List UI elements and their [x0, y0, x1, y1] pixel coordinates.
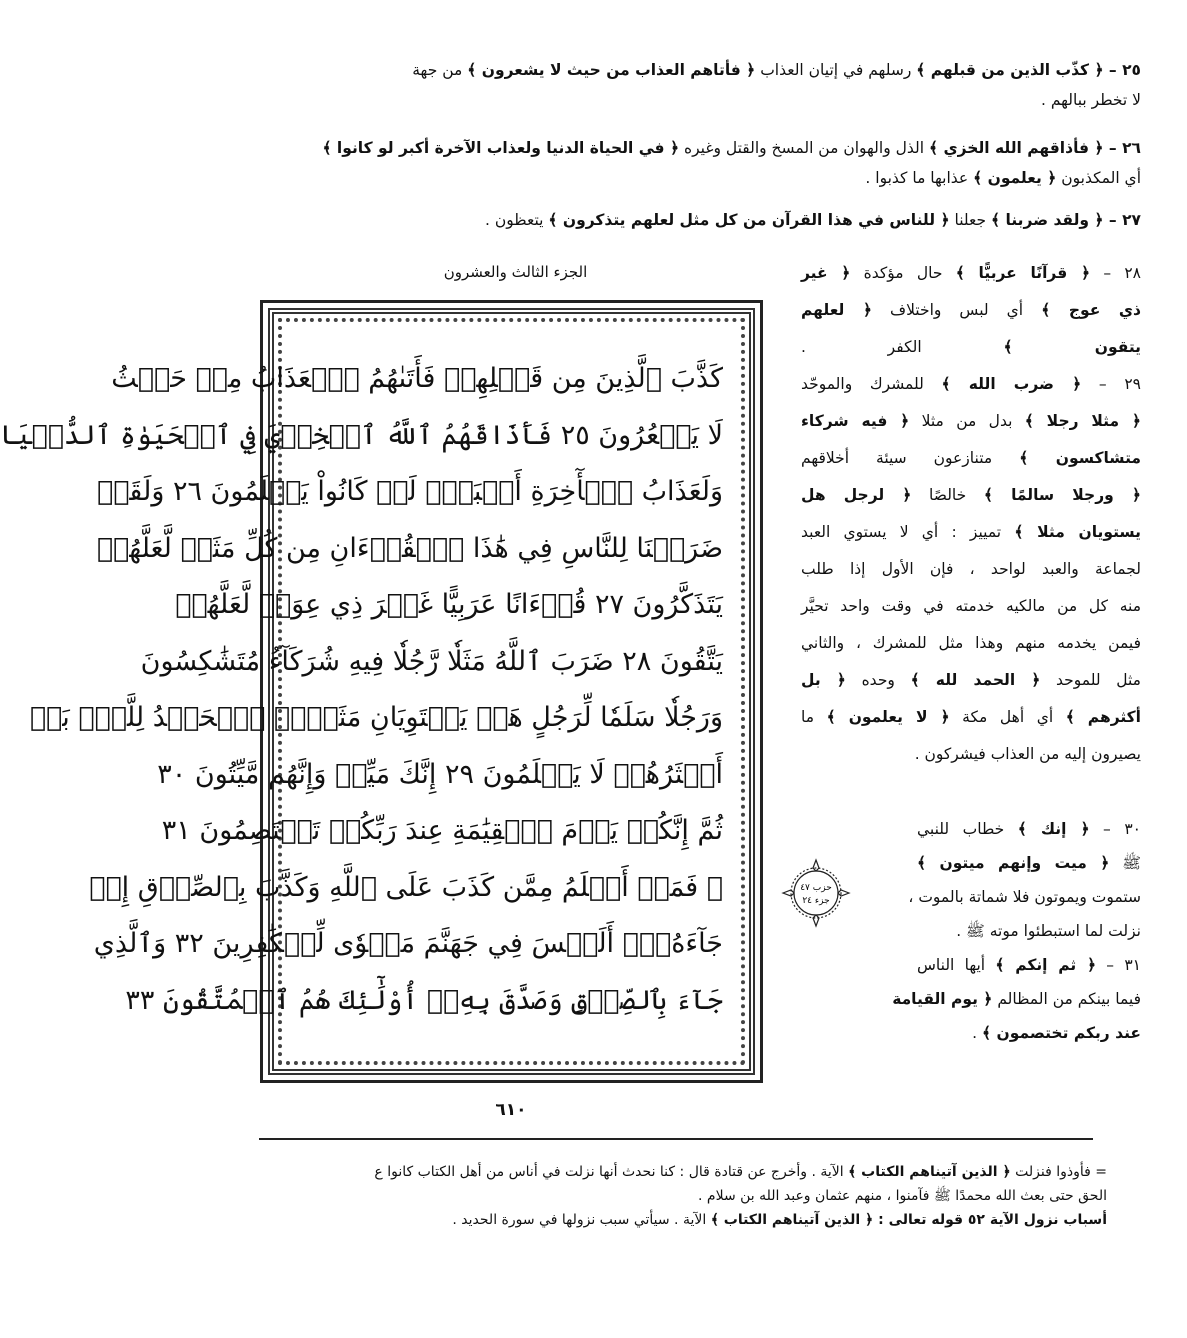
- commentary-text: خطاب للنبي: [917, 820, 1018, 838]
- side-commentary-line: [917, 846, 1141, 880]
- quran-line: جَآءَهُۥٓۚ أَلَيۡسَ فِي جَهَنَّمَ مَثۡوٗى لِّلۡكَٰفِرِينَ ٣٢ وَٱلَّذِي: [93, 928, 723, 959]
- quoted-verse: ﴿ ثم إنكم ﴾: [995, 956, 1097, 974]
- side-commentary-line: [892, 982, 1141, 1016]
- quoted-verse: ﴿ لرجل هل: [801, 486, 912, 504]
- quoted-verse: ﴿ غير: [801, 264, 851, 282]
- juz-header: الجزء الثالث والعشرون: [443, 263, 588, 281]
- footnote-text: الآية . سيأتي سبب نزولها في سورة الحديد .: [452, 1212, 711, 1228]
- quran-line: ثُمَّ إِنَّكُمۡ يَوۡمَ ٱلۡقِيَٰمَةِ عِندَ رَبِّكُمۡ تَخۡتَصِمُونَ ٣١: [161, 815, 723, 846]
- quran-line: يَتَذَكَّرُونَ ٢٧ قُرۡءَانًا عَرَبِيًّا غَيۡرَ ذِي عِوَجٖ لَّعَلَّهُمۡ: [175, 589, 723, 620]
- commentary-text: حال مؤكدة: [850, 264, 956, 282]
- commentary-text: أي أهل مكة: [949, 708, 1066, 726]
- commentary-text: ٣١ –: [1096, 956, 1141, 974]
- commentary-text: تمييز : أي لا يستوي العبد: [801, 523, 1015, 541]
- commentary-text: ٣٠ –: [1089, 820, 1141, 838]
- quoted-verse: ﴿ الذين آتيناهم الكتاب ﴾: [710, 1212, 874, 1228]
- quran-line: ۞ فَمَنۡ أَظۡلَمُ مِمَّن كَذَبَ عَلَى ٱللَّهِ وَكَذَّبَ بِٱلصِّدۡقِ إِذۡ: [89, 871, 723, 903]
- side-commentary-line: [801, 514, 1141, 551]
- side-commentary-line: [917, 914, 1141, 948]
- quran-line: لَا يَشۡعُرُونَ ٢٥ فَأَذَاقَهُمُ ٱللَّهُ ٱلۡخِزۡيَ فِي ٱلۡحَيَوٰةِ ٱلدُّنۡيَا: [0, 419, 723, 451]
- side-commentary-line: [801, 255, 1141, 292]
- quoted-verse: ذي عوج ﴾: [1041, 301, 1141, 319]
- commentary-text: ستموت ويموتون فلا شماتة بالموت ،: [908, 888, 1141, 906]
- side-commentary-line: [801, 329, 1141, 366]
- quoted-verse: يتقون ﴾: [1003, 338, 1141, 356]
- commentary-text: لجماعة والعبد لواحد ، فإن الأول إذا طلب: [801, 560, 1141, 578]
- commentary-text: مثل للموحد: [1040, 671, 1141, 689]
- commentary-text: الكفر .: [801, 338, 1004, 356]
- commentary-line: [259, 168, 1141, 188]
- quran-line: ضَرَبۡنَا لِلنَّاسِ فِي هَٰذَا ٱلۡقُرۡءَانِ مِن كُلِّ مَثَلٖ لَّعَلَّهُمۡ: [96, 532, 723, 564]
- hizb-label: حزب ٤٧: [800, 883, 832, 893]
- quoted-verse: ﴿ ضرب الله ﴾: [941, 375, 1082, 393]
- side-commentary-line: [908, 880, 1141, 914]
- quran-text-body: [0, 318, 745, 1065]
- quoted-verse: ﴿ مثلا رجلا ﴾: [1024, 412, 1141, 430]
- commentary-text: نزلت لما استبطئوا موته ﷺ .: [956, 922, 1141, 940]
- quran-line: وَلَعَذَابُ ٱلۡأٓخِرَةِ أَكۡبَرُۚ لَوۡ كَانُواْ يَعۡلَمُونَ ٢٦ وَلَقَدۡ: [97, 476, 723, 507]
- quoted-verse: عند ربكم تختصمون ﴾: [982, 1024, 1141, 1042]
- commentary-line: [259, 60, 1141, 80]
- verse-number: ٢٦ –: [1103, 139, 1141, 157]
- commentary-text: للمشرك والموحّد: [801, 375, 942, 393]
- commentary-line: [259, 138, 1141, 158]
- quoted-verse: متشاكسون ﴾: [1019, 449, 1141, 467]
- side-commentary-line: [917, 948, 1141, 982]
- quoted-verse: ﴿ إنك ﴾: [1017, 820, 1090, 838]
- side-commentary-line: [801, 292, 1141, 329]
- commentary-line: [259, 210, 1141, 230]
- side-commentary-line: [801, 625, 1141, 662]
- quoted-verse: ﴿ فيه شركاء: [801, 412, 910, 430]
- commentary-text: أيها الناس: [917, 956, 996, 974]
- quoted-verse: ﴿ ورجلا سالمًا ﴾: [983, 486, 1141, 504]
- side-commentary-line: [801, 588, 1141, 625]
- side-commentary-line: [801, 662, 1141, 699]
- side-commentary-lower: [892, 812, 1141, 1050]
- commentary-text: الذل والهوان من المسخ والقتل وغيره: [679, 139, 929, 157]
- commentary-text: ما: [801, 708, 827, 726]
- commentary-text: لا تخطر ببالهم .: [1040, 91, 1141, 109]
- quoted-verse: ﴿ قرآنًا عربيًّا ﴾: [955, 264, 1091, 282]
- side-commentary-line: [801, 366, 1141, 403]
- quran-text-frame: [0, 300, 763, 1083]
- commentary-text: ﷺ: [1109, 854, 1141, 872]
- side-commentary-line: [917, 812, 1141, 846]
- commentary-text: أي لبس واختلاف: [871, 301, 1042, 319]
- commentary-text: خالصًا: [911, 486, 984, 504]
- commentary-text: جعلنا: [949, 211, 992, 229]
- commentary-text: متنازعون سيئة أخلاقهم: [801, 449, 1020, 467]
- commentary-text: بدل من مثلا: [909, 412, 1025, 430]
- side-commentary: [801, 255, 1141, 773]
- quoted-verse: ﴿ كذّب الذين من قبلهم ﴾: [916, 61, 1104, 79]
- quoted-verse: ﴿ الحمد لله ﴾: [910, 671, 1041, 689]
- commentary-text: وحده: [845, 671, 911, 689]
- commentary-line: [259, 90, 1141, 110]
- quran-line: أَكۡثَرُهُمۡ لَا يَعۡلَمُونَ ٢٩ إِنَّكَ مَيِّتٞ وَإِنَّهُم مَّيِّتُونَ ٣٠: [157, 758, 723, 790]
- quoted-verse: أكثرهم ﴾: [1065, 708, 1141, 726]
- commentary-text: أي المكذبون: [1056, 169, 1141, 187]
- verse-number: ٢٧ –: [1103, 211, 1141, 229]
- quoted-verse: ﴿ للناس في هذا القرآن من كل مثل لعلهم يتذكرون ﴾: [548, 211, 950, 229]
- quoted-verse: ﴿ فأذاقهم الله الخزي ﴾: [928, 139, 1104, 157]
- side-commentary-line: [801, 551, 1141, 588]
- commentary-text: عذابها ما كذبوا .: [865, 169, 974, 187]
- quoted-verse: ﴿ ولقد ضربنا ﴾: [991, 211, 1104, 229]
- side-commentary-line: [917, 1016, 1141, 1050]
- page-number: ٦١٠: [495, 1100, 527, 1120]
- hizb-rosette-icon: [781, 858, 851, 928]
- quoted-verse: ﴿ الذين آتيناهم الكتاب ﴾: [848, 1164, 1011, 1180]
- verse-number: ٢٥ –: [1103, 61, 1141, 79]
- frame-border-double: [0, 308, 755, 1075]
- commentary-text: رسلهم في إتيان العذاب: [755, 61, 917, 79]
- commentary-text: فيما بينكم من المظالم: [992, 990, 1141, 1008]
- footnotes: [259, 1160, 1107, 1232]
- commentary-text: يتعظون .: [485, 211, 549, 229]
- footnote-text: = فأوذوا فنزلت: [1010, 1164, 1107, 1180]
- commentary-text: منه كل من مالكيه خدمته في وقت واحد تحيَّر: [801, 597, 1141, 615]
- footnote-line: [259, 1184, 1107, 1208]
- quoted-verse: ﴿ لعلهم: [801, 301, 872, 319]
- quran-line: يَتَّقُونَ ٢٨ ضَرَبَ ٱللَّهُ مَثَلٗا رَّجُلٗا فِيهِ شُرَكَآءُ مُتَشَٰكِسُونَ: [140, 645, 723, 677]
- footnote-text: الآية . وأخرج عن قتادة قال : كنا نحدث أنها نزلت في أناس من أهل الكتاب كانوا ع: [374, 1164, 849, 1180]
- commentary-text: .: [972, 1024, 983, 1042]
- footnote-line: [259, 1208, 1107, 1232]
- footnote-text: الحق حتى بعث الله محمدًا ﷺ فآمنوا ، منهم عثمان وعبد الله بن سلام .: [698, 1188, 1107, 1204]
- commentary-text: من جهة: [412, 61, 468, 79]
- quoted-verse: ﴿ فأتاهم العذاب من حيث لا يشعرون ﴾: [467, 61, 756, 79]
- side-commentary-line: [801, 477, 1141, 514]
- commentary-text: ٢٩ –: [1081, 375, 1141, 393]
- quran-line: وَرَجُلٗا سَلَمٗا لِّرَجُلٍ هَلۡ يَسۡتَوِيَانِ مَثَلًاۚ ٱلۡحَمۡدُ لِلَّهِۚ بَلۡ: [29, 702, 723, 733]
- footnote-divider: [259, 1138, 1093, 1140]
- quoted-verse: ﴿ في الحياة الدنيا ولعذاب الآخرة أكبر لو كانوا ﴾: [322, 139, 680, 157]
- side-commentary-line: [801, 699, 1141, 736]
- footnote-line: [259, 1160, 1107, 1184]
- side-commentary-line: [801, 440, 1141, 477]
- side-commentary-line: [801, 736, 1141, 773]
- quoted-verse: ﴿ لا يعلمون ﴾: [826, 708, 950, 726]
- commentary-text: يصيرون إليه من العذاب فيشركون .: [914, 745, 1141, 763]
- quoted-verse: ﴿ يوم القيامة: [892, 990, 993, 1008]
- quoted-verse: ﴿ يعلمون ﴾: [973, 169, 1057, 187]
- commentary-text: فيمن يخدمه منهم وهذا مثل للمشرك ، والثاني: [801, 634, 1141, 652]
- commentary-text: ٢٨ –: [1090, 264, 1141, 282]
- side-commentary-line: [801, 403, 1141, 440]
- quran-line: جَآءَ بِٱلصِّدۡقِ وَصَدَّقَ بِهِۦٓ أُوْلَٰٓئِكَ هُمُ ٱلۡمُتَّقُونَ ٣٣: [125, 984, 723, 1016]
- quoted-verse: يستويان مثلا ﴾: [1014, 523, 1141, 541]
- quoted-verse: ﴿ ميت وإنهم ميتون ﴾: [917, 854, 1110, 872]
- quoted-verse: ﴿ بل: [801, 671, 846, 689]
- juz-label: جزء ٢٤: [802, 896, 830, 906]
- quran-line: كَذَّبَ ٱلَّذِينَ مِن قَبۡلِهِمۡ فَأَتَىٰهُمُ ٱلۡعَذَابُ مِنۡ حَيۡثُ: [111, 363, 723, 394]
- quoted-verse: أسباب نزول الآية ٥٢ قوله تعالى :: [873, 1212, 1107, 1228]
